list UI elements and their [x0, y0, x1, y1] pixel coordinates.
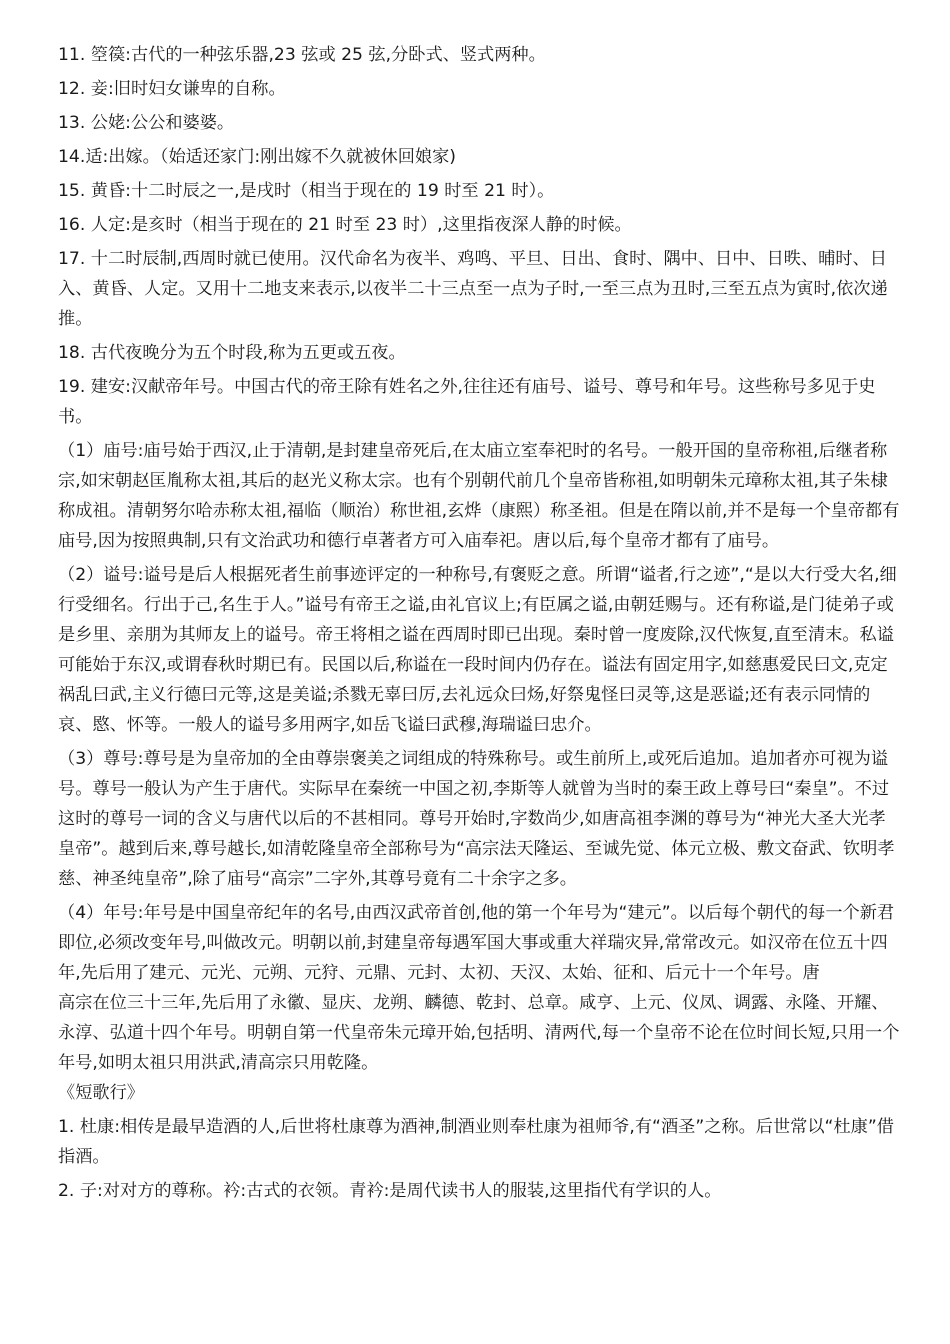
note-15: 15. 黄昏:十二时辰之一,是戌时（相当于现在的 19 时至 21 时）。	[58, 181, 555, 201]
note-19-honorific-title: （3）尊号:尊号是为皇帝加的全由尊崇褒美之词组成的特殊称号。或生前所上,或死后追加。追加者亦可视为谥号。尊号一般认为产生于唐代。实际早在秦统一中国之初,李斯等人就曾为当时的秦王政上尊号曰“秦皇”。不过这时的尊号一词的含义与唐代以后的不甚相同。尊号开始时,字数尚少,如唐高祖李渊的尊号为“神光大圣大光孝皇帝”。越到后来,尊号越长,如清乾隆皇帝全部称号为“高宗法天隆运、至诚先觉、体元立极、敷文奋武、钦明孝慈、神圣纯皇帝”,除了庙号“高宗”二字外,其尊号竟有二十余字之多。	[58, 749, 895, 889]
document-page	[58, 40, 900, 1210]
note-18: 18. 古代夜晚分为五个时段,称为五更或五夜。	[58, 343, 406, 363]
note-19-era-name-continued: 高宗在位三十三年,先后用了永徽、显庆、龙朔、麟德、乾封、总章。咸亨、上元、仪凤、调露、永隆、开耀、永淳、弘道十四个年号。明朝自第一代皇帝朱元璋开始,包括明、清两代,每一个皇帝不论在位时间长短,只用一个年号,如明太祖只用洪武,清高宗只用乾隆。	[58, 993, 900, 1073]
note-14: 14.适:出嫁。（始适还家门:刚出嫁不久就被休回娘家)	[58, 147, 456, 167]
note-11: 11. 箜篌:古代的一种弦乐器,23 弦或 25 弦,分卧式、竖式两种。	[58, 45, 546, 65]
note-12: 12. 妾:旧时妇女谦卑的自称。	[58, 79, 286, 99]
section-title: 《短歌行》	[58, 1083, 144, 1103]
note-19: 19. 建安:汉献帝年号。中国古代的帝王除有姓名之外,往往还有庙号、谥号、尊号和年号。这些称号多见于史书。	[58, 377, 876, 427]
note-19-posthumous-name: （2）谥号:谥号是后人根据死者生前事迹评定的一种称号,有褒贬之意。所谓“谥者,行之迹”,“是以大行受大名,细行受细名。行出于己,名生于人。”谥号有帝王之谥,由礼官议上;有臣属之谥,由朝廷赐与。还有称谥,是门徒弟子或是乡里、亲朋为其师友上的谥号。帝王将相之谥在西周时即已出现。秦时曾一度废除,汉代恢复,直至清末。私谥可能始于东汉,或谓春秋时期已有。民国以后,称谥在一段时间内仍存在。谥法有固定用字,如慈惠爱民曰文,克定祸乱曰武,主义行德曰元等,这是美谥;杀戮无辜曰厉,去礼远众曰炀,好祭鬼怪曰灵等,这是恶谥;还有表示同情的哀、愍、怀等。一般人的谥号多用两字,如岳飞谥曰武穆,海瑞谥曰忠介。	[58, 565, 897, 735]
note-19-temple-name: （1）庙号:庙号始于西汉,止于清朝,是封建皇帝死后,在太庙立室奉祀时的名号。一般开国的皇帝称祖,后继者称宗,如宋朝赵匡胤称太祖,其后的赵光义称太宗。也有个别朝代前几个皇帝皆称祖,如明朝朱元璋称太祖,其子朱棣称成祖。清朝努尔哈赤称太祖,福临（顺治）称世祖,玄烨（康熙）称圣祖。但是在隋以前,并不是每一个皇帝都有庙号,因为按照典制,只有文治武功和德行卓著者方可入庙奉祀。唐以后,每个皇帝才都有了庙号。	[58, 441, 900, 551]
poem-note-1: 1. 杜康:相传是最早造酒的人,后世将杜康尊为酒神,制酒业则奉杜康为祖师爷,有“酒圣”之称。后世常以“杜康”借指酒。	[58, 1117, 894, 1167]
poem-note-2: 2. 子:对对方的尊称。衿:古式的衣领。青衿:是周代读书人的服装,这里指代有学识的人。	[58, 1181, 722, 1201]
note-19-era-name: （4）年号:年号是中国皇帝纪年的名号,由西汉武帝首创,他的第一个年号为“建元”。以后每个朝代的每一个新君即位,必须改变年号,叫做改元。明朝以前,封建皇帝每遇军国大事或重大祥瑞灾异,常常改元。如汉帝在位五十四年,先后用了建元、元光、元朔、元狩、元鼎、元封、太初、天汉、太始、征和、后元十一个年号。唐	[58, 903, 895, 983]
note-17: 17. 十二时辰制,西周时就已使用。汉代命名为夜半、鸡鸣、平旦、日出、食时、隅中、日中、日昳、晡时、日入、黄昏、人定。又用十二地支来表示,以夜半二十三点至一点为子时,一至三点为丑时,三至五点为寅时,依次递推。	[58, 249, 888, 329]
note-13: 13. 公姥:公公和婆婆。	[58, 113, 235, 133]
note-16: 16. 人定:是亥时（相当于现在的 21 时至 23 时）,这里指夜深人静的时候。	[58, 215, 632, 235]
